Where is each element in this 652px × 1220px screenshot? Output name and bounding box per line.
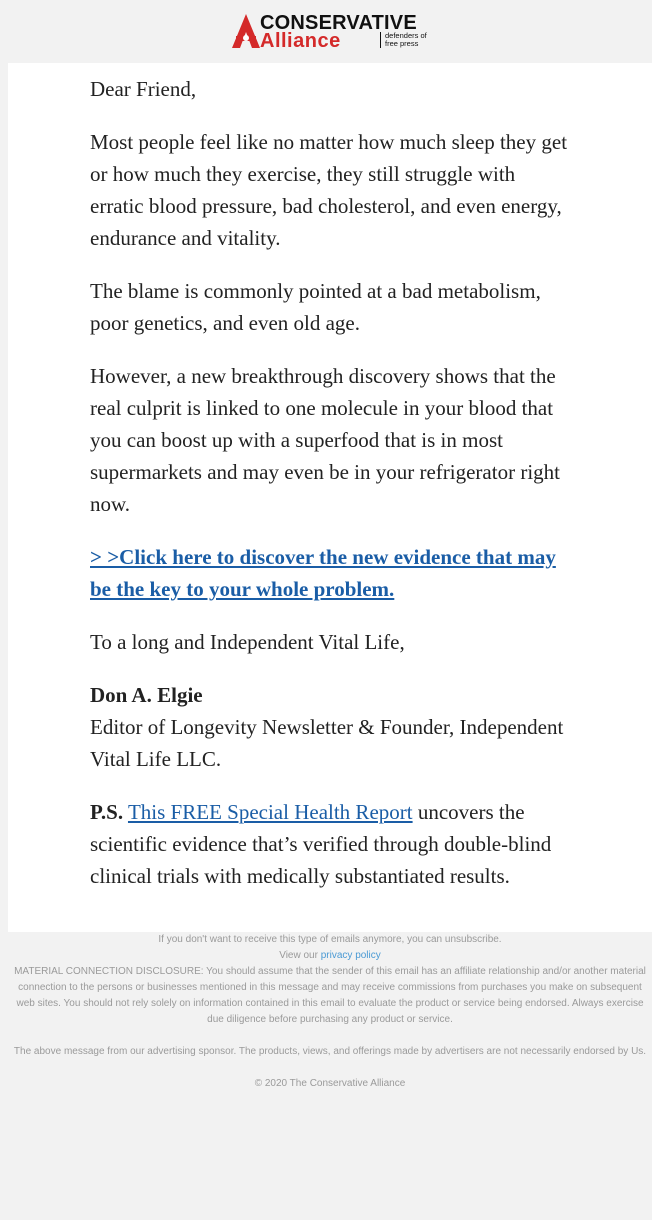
logo-tagline-line1: defenders of <box>385 31 427 40</box>
ps-label: P.S. <box>90 800 124 824</box>
alliance-a-logo-icon <box>230 12 262 50</box>
email-body <box>90 73 572 913</box>
closing: To a long and Independent Vital Life, <box>90 630 405 654</box>
privacy-policy-link[interactable]: privacy policy <box>320 950 381 961</box>
body-paragraph-2: The blame is commonly pointed at a bad metabolism, poor genetics, and even old age. <box>90 279 541 335</box>
view-our-text: View our <box>279 950 321 961</box>
ps-text: uncovers the scientific evidence that’s verified through double-blind clinical trials with medically substantiated results. <box>90 800 552 888</box>
signature <box>90 679 572 775</box>
cta-paragraph <box>90 541 572 605</box>
conservative-alliance-logo[interactable] <box>230 12 432 52</box>
privacy-line <box>8 948 652 964</box>
logo-tagline <box>380 32 427 48</box>
body-paragraph-1: Most people feel like no matter how much sleep they get or how much they exercise, they still struggle with erratic blood pressure, bad cholesterol, and even energy, endurance and vitality. <box>90 130 568 250</box>
postscript <box>90 796 572 892</box>
ps-link[interactable]: This FREE Special Health Report <box>127 800 413 824</box>
material-disclosure: MATERIAL CONNECTION DISCLOSURE: You should assume that the sender of this email has an affiliate relationship and/or another material connection to the persons or businesses mentioned in this message and may receive commissions from purchases you make on subsequent web sites. You should not rely solely on information contained in this email to evaluate the product or service being endorsed. Always exercise due diligence before purchasing any product or service. <box>14 966 646 1025</box>
copyright: © 2020 The Conservative Alliance <box>254 1078 406 1089</box>
unsubscribe-notice: If you don't want to receive this type of emails anymore, you can unsubscribe. <box>158 934 502 945</box>
greeting: Dear Friend, <box>90 77 197 101</box>
logo-tagline-line2: free press <box>385 39 419 48</box>
logo-name-top: CONSERVATIVE <box>260 12 417 34</box>
body-paragraph-3: However, a new breakthrough discovery shows that the real culprit is linked to one molecule in your blood that you can boost up with a superfood that is in most supermarkets and may even be in your refrigerator right now. <box>90 364 560 516</box>
signer-name: Don A. Elgie <box>90 683 203 707</box>
sponsor-note: The above message from our advertising sponsor. The products, views, and offerings made by advertisers are not necessarily endorsed by Us. <box>13 1046 647 1057</box>
email-header <box>0 0 652 63</box>
logo-name-bottom: Alliance <box>260 30 341 52</box>
signer-title: Editor of Longevity Newsletter & Founder, Independent Vital Life LLC. <box>90 715 564 771</box>
email-footer <box>8 932 652 1092</box>
cta-link[interactable]: > >Click here to discover the new evidence that may be the key to your whole problem. <box>90 545 556 601</box>
